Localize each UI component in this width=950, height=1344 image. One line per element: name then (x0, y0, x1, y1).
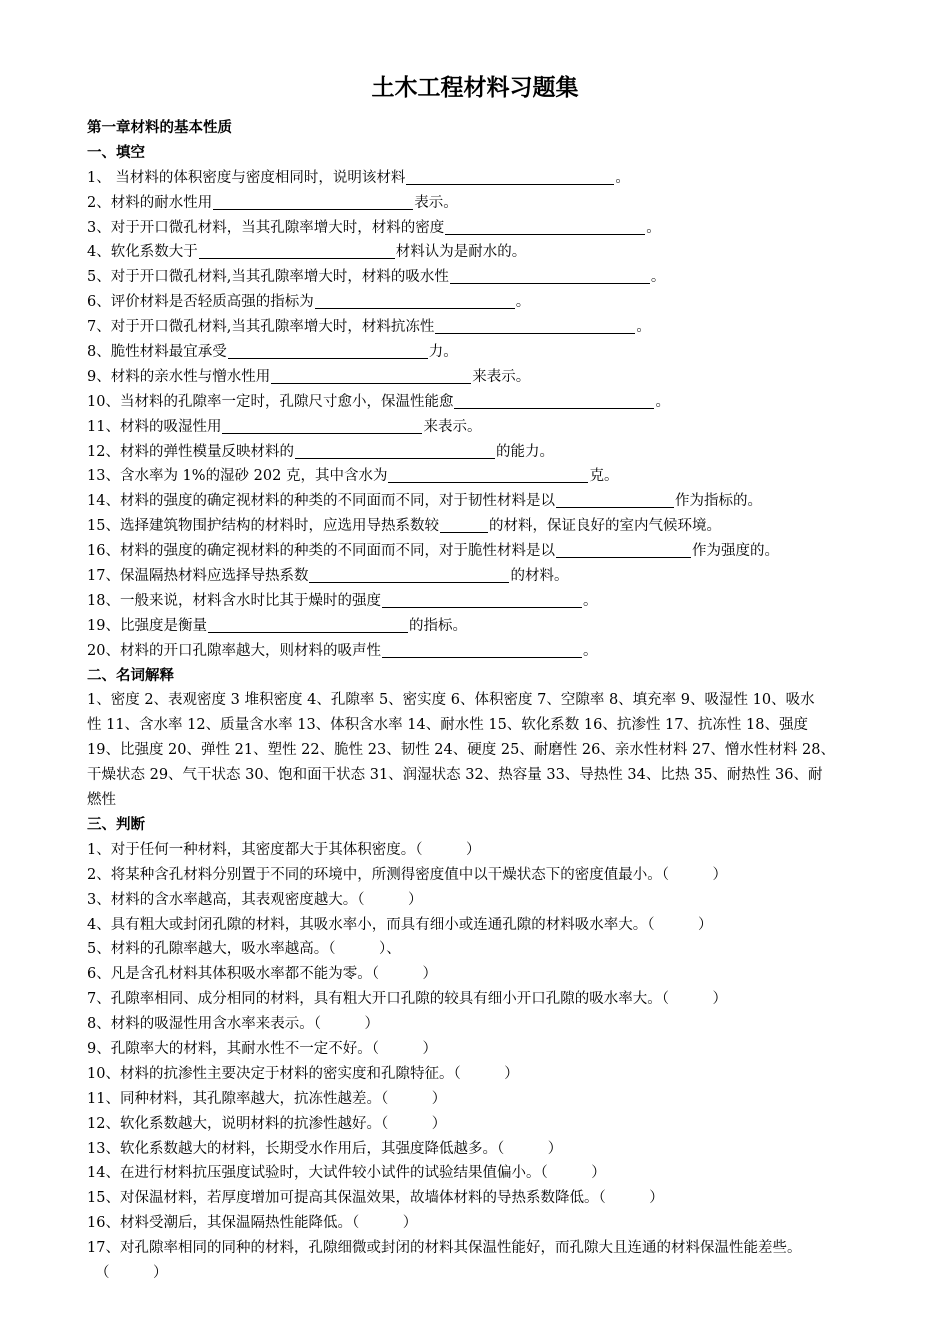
judge-item: 17、对孔隙率相同的同种的材料，孔隙细微或封闭的材料其保温性能好，而孔隙大且连通的材料保温性能差些。 (87, 1240, 802, 1257)
judge-item: 3、材料的含水率越高，其表观密度越大。（ ） (87, 891, 423, 908)
terms-line: 19、比强度 20、弹性 21、塑性 22、脆性 23、韧性 24、硬度 25、耐磨性 26、亲水性材料 27、憎水性材料 28、 (87, 742, 835, 759)
judge-item: 12、软化系数越大，说明材料的抗渗性越好。（ ） (87, 1115, 447, 1132)
fill-item-suffix: 。 (646, 219, 661, 236)
fill-item (87, 564, 913, 589)
fill-item-suffix: 来表示。 (423, 418, 482, 435)
fill-item-suffix: 来表示。 (472, 368, 531, 385)
fill-item (87, 290, 913, 315)
terms-list (87, 688, 913, 812)
fill-item-text: 12、材料的弹性模量反映材料的 (87, 443, 294, 460)
fill-item-suffix: 材料认为是耐水的。 (395, 244, 527, 261)
fill-item (87, 539, 913, 564)
fill-item-suffix: 的材料。 (510, 568, 569, 585)
judge-item: 10、材料的抗渗性主要决定于材料的密实度和孔隙特征。（ ） (87, 1065, 519, 1082)
terms-line: 燃性 (87, 792, 116, 809)
judge-item: 9、孔隙率大的材料，其耐水性不一定不好。（ ） (87, 1040, 437, 1057)
answer-blank[interactable] (208, 616, 408, 633)
judge-item: 15、对保温材料，若厚度增加可提高其保温效果，故墙体材料的导热系数降低。（ ） (87, 1190, 664, 1207)
fill-item (87, 365, 913, 390)
fill-item-text: 7、对于开口微孔材料,当其孔隙率增大时，材料抗冻性 (87, 319, 435, 336)
fill-item (87, 390, 913, 415)
answer-blank[interactable] (199, 242, 395, 259)
fill-item-text: 10、当材料的孔隙率一定时，孔隙尺寸愈小，保温性能愈 (87, 393, 454, 410)
fill-item-text: 9、材料的亲水性与憎水性用 (87, 368, 271, 385)
judge-item: 1、对于任何一种材料，其密度都大于其体积密度。（ ） (87, 841, 481, 858)
judge-item: 14、在进行材料抗压强度试验时，大试件较小试件的试验结果值偏小。（ ） (87, 1165, 606, 1182)
fill-item-text: 16、材料的强度的确定视材料的种类的不同面而不同，对于脆性材料是以 (87, 543, 555, 560)
fill-item-suffix: 。 (615, 169, 630, 186)
answer-blank[interactable] (309, 566, 509, 583)
answer-blank[interactable] (388, 466, 588, 483)
answer-blank[interactable] (228, 342, 428, 359)
fill-item-text: 18、一般来说，材料含水时比其于燥时的强度 (87, 592, 381, 609)
fill-item-suffix: 克。 (589, 468, 619, 485)
answer-blank[interactable] (382, 591, 582, 608)
answer-blank[interactable] (295, 442, 495, 459)
judge-item: 5、材料的孔隙率越大，吸水率越高。（ ）、 (87, 941, 401, 958)
fill-item-text: 4、软化系数大于 (87, 244, 198, 261)
answer-blank[interactable] (406, 168, 614, 185)
fill-item (87, 639, 913, 664)
judge-item: 11、同种材料，其孔隙率越大，抗冻性越差。（ ） (87, 1090, 447, 1107)
fill-item (87, 514, 913, 539)
fill-item-text: 11、材料的吸湿性用 (87, 418, 222, 435)
answer-blank[interactable] (440, 516, 488, 533)
fill-item (87, 489, 913, 514)
fill-item-suffix: 表示。 (414, 194, 458, 211)
fill-item-text: 6、评价材料是否轻质高强的指标为 (87, 294, 314, 311)
fill-item (87, 265, 913, 290)
fill-item-suffix: 。 (582, 642, 598, 659)
judge-section-heading: 三、判断 (87, 816, 145, 833)
fill-item-text: 15、选择建筑物围护结构的材料时，应选用导热系数较 (87, 518, 439, 535)
fill-item-text: 14、材料的强度的确定视材料的种类的不同面而不同，对于韧性材料是以 (87, 493, 555, 510)
answer-blank[interactable] (454, 392, 654, 409)
answer-blank[interactable] (271, 367, 471, 384)
fill-item-suffix: 作为强度的。 (691, 543, 779, 560)
fill-item-suffix: 。 (650, 269, 666, 286)
fill-item-text: 17、保温隔热材料应选择导热系数 (87, 568, 309, 585)
judge-list (87, 838, 913, 1261)
answer-blank[interactable] (445, 218, 645, 235)
chapter-heading: 第一章材料的基本性质 (87, 120, 232, 136)
judge-item: 2、将某种含孔材料分别置于不同的环境中，所测得密度值中以干燥状态下的密度值最小。（ ） (87, 866, 727, 883)
fill-item (87, 440, 913, 465)
fill-item-text: 20、材料的开口孔隙率越大，则材料的吸声性 (87, 642, 381, 659)
fill-item (87, 166, 913, 191)
answer-blank[interactable] (556, 541, 691, 558)
fill-item-suffix: 力。 (428, 344, 458, 361)
judge-item: 4、具有粗大或封闭孔隙的材料，其吸水率小，而具有细小或连通孔隙的材料吸水率大。（ ） (87, 916, 713, 933)
fill-item (87, 315, 913, 340)
fill-item-suffix: 的指标。 (408, 617, 467, 634)
terms-line: 干燥状态 29、气干状态 30、饱和面干状态 31、润湿状态 32、热容量 33、导热性 34、比热 35、耐热性 36、耐 (87, 767, 823, 784)
fill-item-text: 2、材料的耐水性用 (87, 194, 213, 211)
fill-item-text: 1、 当材料的体积密度与密度相同时，说明该材料 (87, 169, 406, 186)
answer-blank[interactable] (222, 417, 422, 434)
fill-section-heading: 一、填空 (87, 144, 145, 161)
fill-item (87, 340, 913, 365)
answer-blank[interactable] (315, 292, 515, 309)
fill-blank-list (87, 166, 913, 664)
fill-item-suffix: 。 (636, 319, 651, 336)
document-title: 土木工程材料习题集 (371, 75, 579, 101)
judge-item: 7、孔隙率相同、成分相同的材料，具有粗大开口孔隙的较具有细小开口孔隙的吸水率大。（ ） (87, 991, 727, 1008)
terms-line: 1、密度 2、表观密度 3 堆积密度 4、孔隙率 5、密实度 6、体积密度 7、空隙率 8、填充率 9、吸湿性 10、吸水 (87, 692, 815, 709)
fill-item-suffix: 的材料，保证良好的室内气候环境。 (488, 518, 721, 535)
judge-item: 6、凡是含孔材料其体积吸水率都不能为零。（ ） (87, 966, 437, 983)
fill-item-suffix: 。 (582, 592, 598, 609)
judge-continuation: （ ） (95, 1264, 168, 1281)
fill-item-suffix: 。 (655, 393, 670, 410)
answer-blank[interactable] (213, 193, 413, 210)
judge-item: 16、材料受潮后，其保温隔热性能降低。（ ） (87, 1215, 418, 1232)
judge-item: 13、软化系数越大的材料，长期受水作用后，其强度降低越多。（ ） (87, 1140, 563, 1157)
document-content (87, 116, 913, 1286)
answer-blank[interactable] (382, 641, 582, 658)
fill-item-suffix: 的能力。 (495, 443, 554, 460)
terms-line: 性 11、含水率 12、质量含水率 13、体积含水率 14、耐水性 15、软化系数 16、抗渗性 17、抗冻性 18、强度 (87, 717, 808, 734)
terms-section-heading: 二、名词解释 (87, 667, 174, 684)
fill-item (87, 415, 913, 440)
fill-item (87, 464, 913, 489)
answer-blank[interactable] (450, 267, 650, 284)
answer-blank[interactable] (556, 491, 674, 508)
fill-item-suffix: 作为指标的。 (674, 493, 762, 510)
fill-item (87, 614, 913, 639)
fill-item-text: 3、对于开口微孔材料，当其孔隙率增大时，材料的密度 (87, 219, 445, 236)
fill-item (87, 240, 913, 265)
judge-item: 8、材料的吸湿性用含水率来表示。（ ） (87, 1016, 379, 1033)
fill-item-text: 8、脆性材料最宜承受 (87, 344, 227, 361)
fill-item (87, 216, 913, 241)
fill-item-suffix: 。 (515, 294, 531, 311)
fill-item-text: 19、比强度是衡量 (87, 617, 207, 634)
fill-item-text: 13、含水率为 1%的湿砂 202 克，其中含水为 (87, 468, 388, 485)
fill-item (87, 191, 913, 216)
fill-item-text: 5、对于开口微孔材料,当其孔隙率增大时，材料的吸水性 (87, 269, 449, 286)
answer-blank[interactable] (435, 317, 635, 334)
fill-item (87, 589, 913, 614)
